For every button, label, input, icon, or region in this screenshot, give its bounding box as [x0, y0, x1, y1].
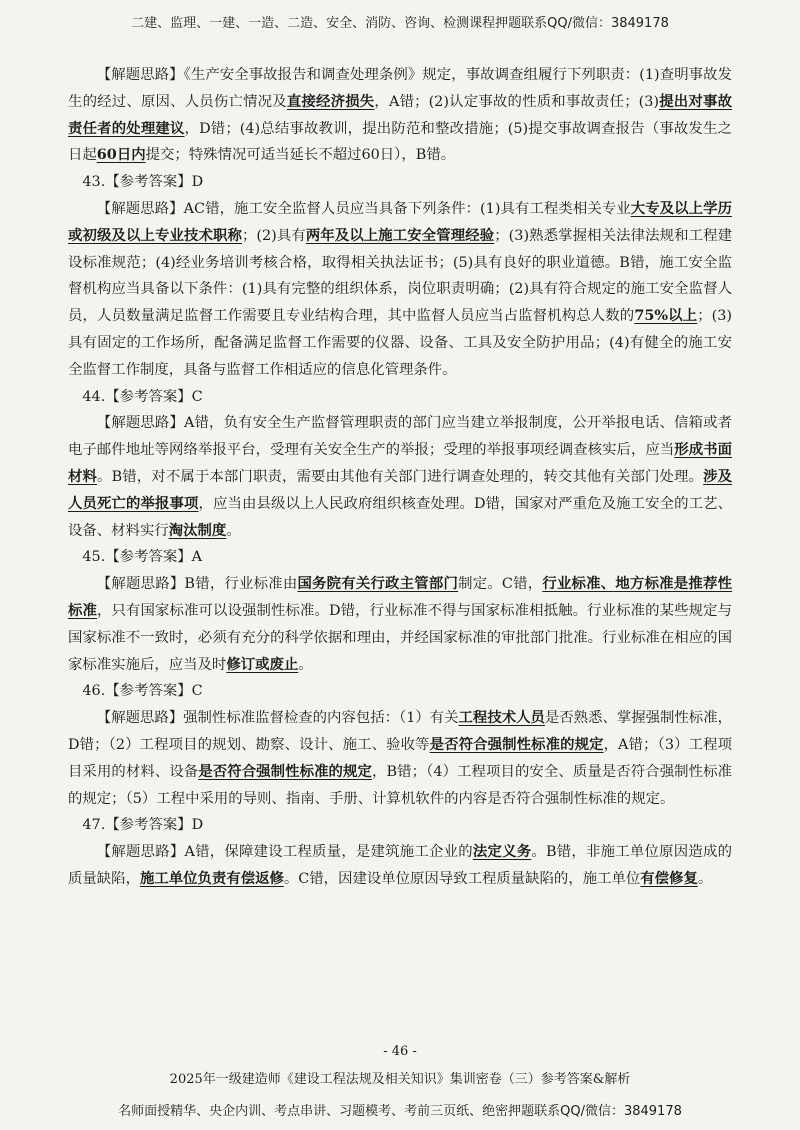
- key-point-text: 60日内: [96, 146, 146, 164]
- answer-47: 47.【参考答案】D: [82, 817, 204, 834]
- footer-contact-line: 名师面授精华、央企内训、考点串讲、习题模考、考前三页纸、绝密押题联系QQ/微信：3849178: [118, 1104, 682, 1119]
- page-number: - 46 -: [383, 1044, 417, 1059]
- answer-46: 46.【参考答案】C: [82, 683, 203, 700]
- key-point-text: 是否符合强制性标准的规定: [429, 735, 604, 753]
- text-run: ；(3)具有固定的工作场所，配备满足监督工作需要的仪器、设备、工具及安全防护用品；(4)有健全的施工安全监督工作制度，具备与监督工作相适应的信息化管理条件。: [68, 308, 732, 378]
- header-contact-line: 二建、监理、一建、一造、二造、安全、消防、咨询、检测课程押题联系QQ/微信：3849178: [131, 16, 669, 31]
- text-run: ；(3)熟悉掌握相关法律法规和工程建设标准规范；(4)经业务培训考核合格，取得相关执法证书；(5)具有良好的职业道德。B错，施工安全监督机构应当具备以下条件：(1)具有完整的组织体系，岗位职责明确；(2)具有符合规定的施工安全监督人员，人员数量满足监督工作需要且专业结构合理，其中监督人员应当占监督机构总人数的: [68, 227, 732, 325]
- text-run: 。: [298, 656, 313, 673]
- text-run: 【解题思路】AC错，施工安全监督人员应当具备下列条件：(1)具有工程类相关专业: [96, 200, 631, 217]
- answer-explanations: [68, 62, 732, 893]
- key-point-text: 75%以上: [634, 307, 698, 325]
- text-run: 。B错，对不属于本部门职责，需要由其他有关部门进行调查处理的，转交其他有关部门处理。: [97, 468, 704, 485]
- key-point-text: 两年及以上施工安全管理经验: [305, 226, 495, 244]
- text-run: 【解题思路】A错，负有安全生产监督管理职责的部门应当建立举报制度，公开举报电话、信箱或者电子邮件地址等网络举报平台，受理有关安全生产的举报；受理的举报事项经调查核实后，应当: [68, 415, 732, 459]
- key-point-text: 国务院有关行政主管部门: [297, 575, 459, 593]
- text-run: 提交；特殊情况可适当延长不超过60日），B错。: [145, 147, 456, 164]
- explanation-44: [68, 410, 732, 544]
- explanation-43: [68, 196, 732, 384]
- text-run: 。C错，因建设单位原因导致工程质量缺陷的，施工单位: [283, 870, 641, 887]
- explanation-47: [68, 839, 732, 893]
- answer-43: 43.【参考答案】D: [82, 174, 204, 191]
- key-point-text: 法定义务: [472, 843, 532, 861]
- text-run: 。: [226, 522, 241, 539]
- text-run: ；(2)具有: [241, 227, 306, 244]
- text-run: ，A错；（3）工程项目采用的材料、设备: [68, 736, 732, 780]
- text-run: 【解题思路】B错，行业标准由: [96, 576, 298, 593]
- text-run: 【解题思路】强制性标准监督检查的内容包括：（1）有关: [96, 710, 459, 727]
- explanation-45: [68, 571, 732, 678]
- key-point-text: 大专及以上学历或初级及以上专业技术职称: [68, 199, 732, 244]
- explanation-46: [68, 705, 732, 812]
- text-run: ，D错；(4)总结事故教训，提出防范和整改措施；(5)提交事故调查报告（事故发生之日起: [68, 120, 732, 164]
- text-run: 。B错，非施工单位原因造成的质量缺陷，: [68, 844, 732, 887]
- text-run: ，A错；(2)认定事故的性质和事故责任；(3): [374, 93, 660, 110]
- book-title: 2025年一级建造师《建设工程法规及相关知识》集训密卷（三）参考答案&解析: [169, 1072, 631, 1087]
- text-run: 是否熟悉、掌握强制性标准，D错；（2）工程项目的规划、勘察、设计、施工、验收等: [68, 710, 732, 753]
- key-point-text: 行业标准、地方标准是推荐性标准: [68, 575, 732, 619]
- text-run: ，应当由县级以上人民政府组织核查处理。D错，国家对严重危及施工安全的工艺、设备、材料实行: [68, 495, 732, 539]
- answer-45: 45.【参考答案】A: [82, 549, 203, 566]
- text-run: 制定。C错，: [458, 576, 543, 593]
- key-point-text: 形成书面材料: [68, 441, 732, 485]
- key-point-text: 修订或废止: [226, 655, 299, 673]
- text-run: ，只有国家标准可以设强制性标准。D错，行业标准不得与国家标准相抵触。行业标准的某些规定与国家标准不一致时，必须有充分的科学依据和理由，并经国家标准的审批部门批准。行业标准在相应的国家标准实施后，应当及时: [68, 602, 732, 673]
- key-point-text: 有偿修复: [640, 869, 698, 887]
- text-run: 。: [697, 870, 713, 887]
- text-run: ，B错；（4）工程项目的安全、质量是否符合强制性标准的规定；（5）工程中采用的导则、指南、手册、计算机软件的内容是否符合强制性标准的规定。: [68, 763, 732, 807]
- key-point-text: 直接经济损失: [286, 92, 375, 110]
- key-point-text: 提出对事故责任者的处理建议: [68, 92, 732, 137]
- key-point-text: 淘汰制度: [168, 521, 227, 539]
- key-point-text: 工程技术人员: [458, 709, 545, 727]
- key-point-text: 涉及人员死亡的举报事项: [68, 467, 732, 512]
- key-point-text: 施工单位负责有偿返修: [139, 869, 284, 887]
- text-run: 【解题思路】《生产安全事故报告和调查处理条例》规定，事故调查组履行下列职责：(1)查明事故发生的经过、原因、人员伤亡情况及: [68, 67, 732, 110]
- explanation-42: [68, 62, 732, 169]
- key-point-text: 是否符合强制性标准的规定: [198, 762, 372, 780]
- text-run: 【解题思路】A错，保障建设工程质量，是建筑施工企业的: [96, 844, 473, 861]
- answer-44: 44.【参考答案】C: [82, 388, 203, 405]
